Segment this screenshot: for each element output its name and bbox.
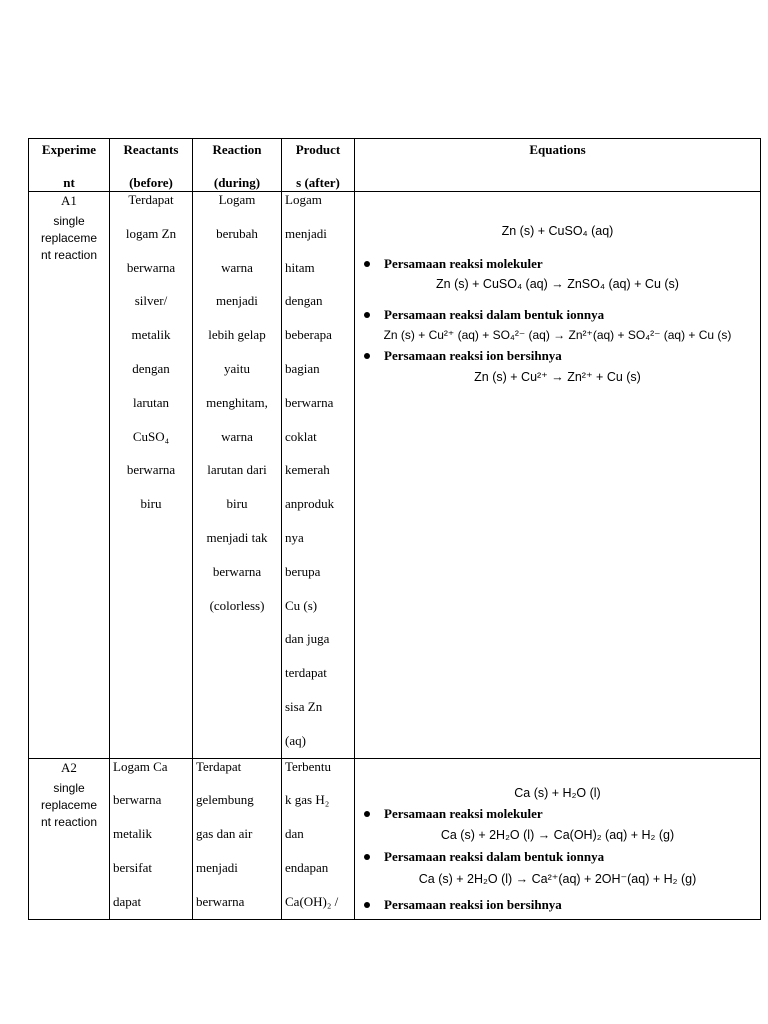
bullet-icon [364,902,370,908]
molecular-equation: Ca (s) + 2H₂O (l) → Ca(OH)₂ (aq) + H₂ (g) [440,827,675,842]
header-products: Product s (after) [282,139,355,192]
experiment-id: A1 [61,193,77,208]
bullet-icon [364,261,370,267]
equations-cell [355,192,761,759]
experiment-cell [29,758,110,919]
reaction-equation: Zn (s) + CuSO₄ (aq) [501,224,614,238]
table-row [29,192,761,759]
ionic-equation: Ca (s) + 2H₂O (l) → Ca²⁺(aq) + 2OH⁻(aq) + H₂ (g) [418,871,697,886]
bullet-ionic: Persamaan reaksi dalam bentuk ionnya [359,307,756,323]
experiment-table [28,138,761,920]
bullet-net-ionic: Persamaan reaksi ion bersihnya [359,348,756,364]
reactants-cell: Logam Ca berwarna metalik bersifat dapat [110,758,193,919]
experiment-cell [29,192,110,759]
header-reaction: Reaction (during) [193,139,282,192]
reaction-equation: Ca (s) + H₂O (l) [514,785,601,800]
net-ionic-equation: Zn (s) + Cu²⁺ → Zn²⁺ + Cu (s) [474,370,641,384]
header-equations: Equations [355,139,761,192]
bullet-molecular: Persamaan reaksi molekuler [359,256,756,272]
reaction-cell: Logam berubah warna menjadi lebih gelap yaitu menghitam, warna larutan dari biru menjadi tak berwarna (colorless) [193,192,282,759]
equations-cell [355,758,761,919]
experiment-type: single replaceme nt reaction [40,780,98,829]
reaction-cell: Terdapat gelembung gas dan air menjadi berwarna [193,758,282,919]
bullet-icon [364,312,370,318]
header-reactants: Reactants (before) [110,139,193,192]
bullet-ionic: Persamaan reaksi dalam bentuk ionnya [359,849,756,865]
header-experiment: Experime nt [29,139,110,192]
ionic-equation: Zn (s) + Cu²⁺ (aq) + SO₄²⁻ (aq) → Zn²⁺(aq) + SO₄²⁻ (aq) + Cu (s) [383,328,732,342]
bullet-net-ionic: Persamaan reaksi ion bersihnya [359,897,756,913]
experiment-type: single replaceme nt reaction [40,214,98,262]
products-cell: Terbentu k gas H₂ dan endapan Ca(OH)₂ / [282,758,355,919]
reactants-cell: Terdapat logam Zn berwarna silver/ metalik dengan larutan CuSO₄ berwarna biru [110,192,193,759]
experiment-id: A2 [61,759,77,775]
bullet-icon [364,811,370,817]
bullet-icon [364,353,370,359]
bullet-molecular: Persamaan reaksi molekuler [359,806,756,822]
table-row [29,758,761,919]
bullet-icon [364,854,370,860]
molecular-equation: Zn (s) + CuSO₄ (aq) → ZnSO₄ (aq) + Cu (s) [436,277,679,291]
products-cell: Logam menjadi hitam dengan beberapa bagian berwarna coklat kemerah anproduk nya berupa Cu (s) dan juga terdapat sisa Zn (aq) [282,192,355,759]
